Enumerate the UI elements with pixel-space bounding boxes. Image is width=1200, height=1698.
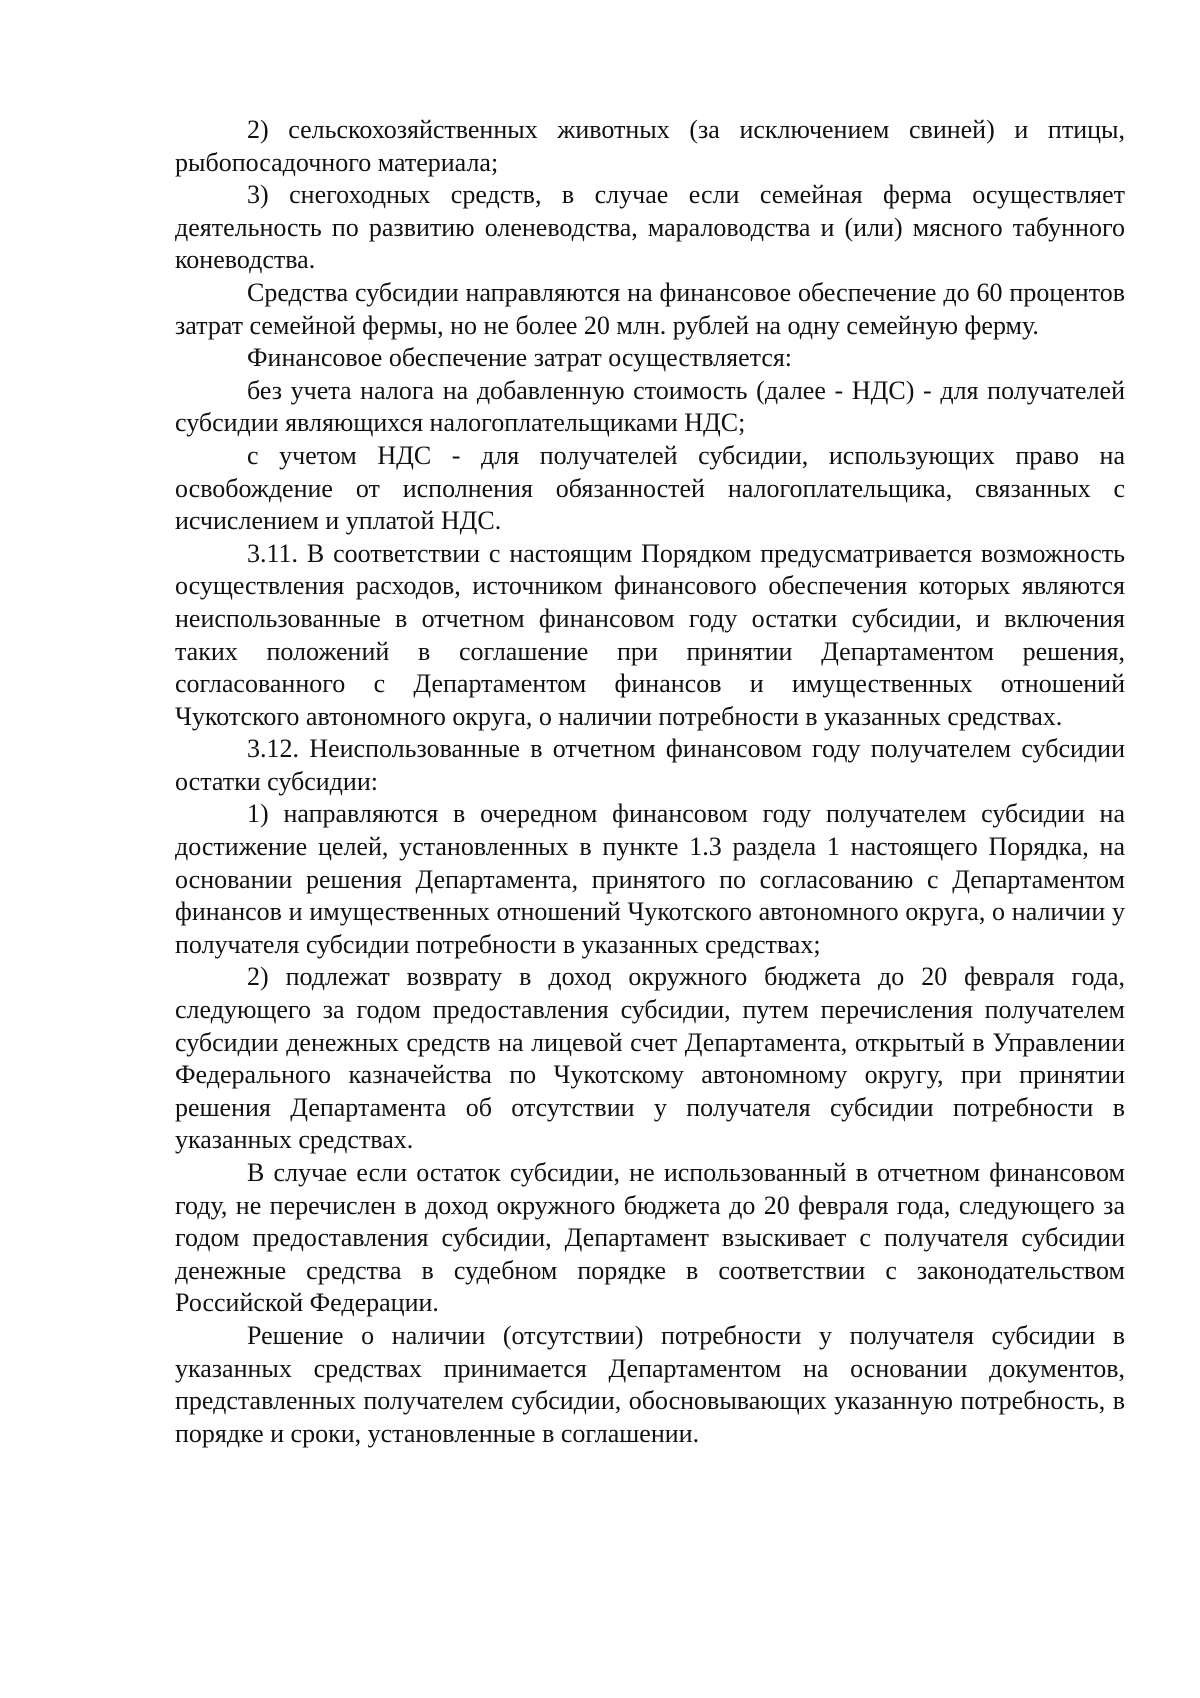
paragraph-subsidy-funds: Средства субсидии направляются на финансовое обеспечение до 60 процентов затрат семейной фермы, но не более 20 млн. рублей на одну семейную ферму. xyxy=(175,277,1125,340)
paragraph-item-2-animals: 2) сельскохозяйственных животных (за исключением свиней) и птицы, рыбопосадочного материала; xyxy=(175,115,1125,177)
paragraph-recovery: В случае если остаток субсидии, не использованный в отчетном финансовом году, не перечислен в доход окружного бюджета до 20 февраля года, следующего за годом предоставления субсидии, Департамент взыскивает с получателя субсидии денежные средства в судебном порядке в соответствии с законодательством Российской Федерации. xyxy=(175,1158,1125,1318)
paragraph-cost-financing: Финансовое обеспечение затрат осуществляется: xyxy=(247,343,793,373)
paragraph-with-vat: с учетом НДС - для получателей субсидии, использующих право на освобождение от исполнения обязанностей налогоплательщика, связанных с исчислением и уплатой НДС. xyxy=(175,440,1125,536)
paragraph-without-vat: без учета налога на добавленную стоимость (далее - НДС) - для получателей субсидии являющихся налогоплательщиками НДС; xyxy=(175,375,1125,438)
paragraph-item-2-return: 2) подлежат возврату в доход окружного бюджета до 20 февраля года, следующего за годом предоставления субсидии, путем перечисления получателем субсидии денежных средств на лицевой счет Департамента, открытый в Управлении Федерального казначейства по Чукотскому автономному округу, при принятии решения Департамента об отсутствии у получателя субсидии потребности в указанных средствах. xyxy=(175,962,1125,1155)
paragraph-section-3-12: 3.12. Неиспользованные в отчетном финансовом году получателем субсидии остатки субсидии: xyxy=(175,734,1125,796)
paragraph-decision: Решение о наличии (отсутствии) потребности у получателя субсидии в указанных средствах принимается Департаментом на основании документов, представленных получателем субсидии, обосновывающих указанную потребность, в порядке и сроки, установленные в соглашении. xyxy=(175,1320,1125,1448)
document-body xyxy=(175,114,1125,1450)
paragraph-item-1-next-year: 1) направляются в очередном финансовом году получателем субсидии на достижение целей, установленных в пункте 1.3 раздела 1 настоящего Порядка, на основании решения Департамента, принятого по согласованию с Департаментом финансов и имущественных отношений Чукотского автономного округа, о наличии у получателя субсидии потребности в указанных средствах; xyxy=(175,799,1125,959)
paragraph-section-3-11: 3.11. В соответствии с настоящим Порядком предусматривается возможность осуществления расходов, источником финансового обеспечения которых являются неиспользованные в отчетном финансовом году остатки субсидии, и включения таких положений в соглашение при принятии Департаментом решения, согласованного с Департаментом финансов и имущественных отношений Чукотского автономного округа, о наличии потребности в указанных средствах. xyxy=(175,538,1125,731)
paragraph-item-3-snow-vehicles: 3) снегоходных средств, в случае если семейная ферма осуществляет деятельность по развитию оленеводства, мараловодства и (или) мясного табунного коневодства. xyxy=(175,180,1125,275)
